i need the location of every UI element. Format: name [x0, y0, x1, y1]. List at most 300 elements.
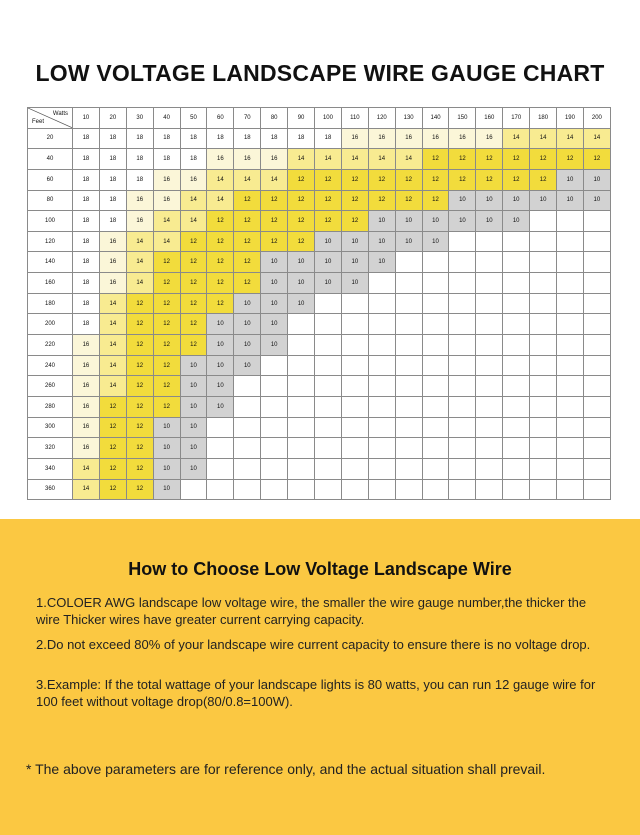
gauge-cell — [234, 438, 261, 459]
gauge-cell — [422, 479, 449, 500]
gauge-cell — [315, 479, 342, 500]
gauge-cell — [557, 273, 584, 294]
gauge-cell — [288, 314, 315, 335]
gauge-cell — [368, 458, 395, 479]
gauge-cell: 14 — [73, 458, 100, 479]
gauge-cell — [557, 293, 584, 314]
feet-header-cell: 220 — [28, 335, 73, 356]
gauge-cell — [207, 458, 234, 479]
gauge-cell — [557, 438, 584, 459]
gauge-cell — [503, 293, 530, 314]
feet-header-cell: 340 — [28, 458, 73, 479]
gauge-cell: 12 — [126, 293, 153, 314]
gauge-cell — [583, 314, 610, 335]
gauge-cell: 14 — [530, 128, 557, 149]
gauge-cell: 14 — [315, 149, 342, 170]
gauge-cell — [503, 335, 530, 356]
gauge-cell — [261, 458, 288, 479]
gauge-cell: 12 — [449, 149, 476, 170]
gauge-cell — [288, 438, 315, 459]
gauge-cell — [422, 438, 449, 459]
gauge-cell — [583, 273, 610, 294]
gauge-cell: 10 — [234, 335, 261, 356]
gauge-cell: 10 — [180, 355, 207, 376]
gauge-cell: 12 — [530, 149, 557, 170]
gauge-cell — [583, 376, 610, 397]
feet-header-cell: 360 — [28, 479, 73, 500]
gauge-cell: 12 — [315, 190, 342, 211]
gauge-cell — [315, 335, 342, 356]
gauge-cell: 12 — [261, 190, 288, 211]
gauge-cell — [449, 252, 476, 273]
gauge-cell: 14 — [341, 149, 368, 170]
gauge-cell — [422, 376, 449, 397]
gauge-cell — [557, 314, 584, 335]
gauge-cell: 12 — [99, 417, 126, 438]
gauge-cell: 16 — [99, 273, 126, 294]
gauge-cell: 16 — [73, 396, 100, 417]
gauge-cell: 12 — [153, 335, 180, 356]
gauge-cell: 18 — [315, 128, 342, 149]
gauge-cell: 10 — [261, 293, 288, 314]
gauge-cell — [476, 314, 503, 335]
gauge-cell: 16 — [207, 149, 234, 170]
gauge-cell: 14 — [288, 149, 315, 170]
gauge-cell: 10 — [341, 273, 368, 294]
gauge-cell — [449, 355, 476, 376]
gauge-cell — [557, 252, 584, 273]
gauge-cell: 16 — [449, 128, 476, 149]
table-row — [28, 252, 611, 273]
table-row — [28, 190, 611, 211]
gauge-cell: 10 — [234, 314, 261, 335]
table-row — [28, 417, 611, 438]
gauge-cell: 14 — [207, 169, 234, 190]
gauge-cell: 12 — [368, 190, 395, 211]
gauge-cell: 12 — [341, 190, 368, 211]
gauge-cell: 18 — [180, 149, 207, 170]
gauge-cell: 10 — [503, 190, 530, 211]
table-row — [28, 376, 611, 397]
gauge-cell — [530, 376, 557, 397]
gauge-cell — [234, 396, 261, 417]
gauge-cell — [557, 211, 584, 232]
gauge-cell — [341, 355, 368, 376]
watts-header-cell: 200 — [583, 108, 610, 129]
gauge-cell: 10 — [583, 190, 610, 211]
gauge-cell — [288, 417, 315, 438]
gauge-cell — [341, 335, 368, 356]
gauge-cell — [341, 479, 368, 500]
gauge-cell: 16 — [234, 149, 261, 170]
gauge-cell: 10 — [180, 376, 207, 397]
gauge-cell: 14 — [153, 211, 180, 232]
gauge-cell — [503, 314, 530, 335]
chart-title: LOW VOLTAGE LANDSCAPE WIRE GAUGE CHART — [35, 60, 605, 86]
gauge-cell: 16 — [73, 376, 100, 397]
gauge-cell: 12 — [126, 335, 153, 356]
gauge-cell: 10 — [153, 417, 180, 438]
gauge-cell: 12 — [368, 169, 395, 190]
gauge-cell: 14 — [99, 293, 126, 314]
gauge-cell: 12 — [395, 169, 422, 190]
gauge-cell: 10 — [449, 211, 476, 232]
table-row — [28, 396, 611, 417]
gauge-cell — [476, 438, 503, 459]
gauge-cell — [449, 396, 476, 417]
gauge-cell — [261, 417, 288, 438]
gauge-cell: 14 — [99, 376, 126, 397]
table-row — [28, 335, 611, 356]
gauge-cell: 18 — [207, 128, 234, 149]
gauge-cell — [422, 396, 449, 417]
gauge-cell: 12 — [99, 479, 126, 500]
gauge-cell: 14 — [261, 169, 288, 190]
gauge-cell — [395, 314, 422, 335]
watts-header-cell: 170 — [503, 108, 530, 129]
gauge-cell: 14 — [234, 169, 261, 190]
feet-header-cell: 140 — [28, 252, 73, 273]
gauge-cell: 10 — [395, 211, 422, 232]
feet-header-cell: 120 — [28, 231, 73, 252]
gauge-cell: 18 — [99, 190, 126, 211]
gauge-cell: 10 — [207, 335, 234, 356]
gauge-cell: 14 — [99, 335, 126, 356]
gauge-cell: 12 — [180, 314, 207, 335]
gauge-cell — [530, 355, 557, 376]
gauge-cell: 12 — [315, 211, 342, 232]
gauge-cell — [503, 458, 530, 479]
gauge-cell — [395, 335, 422, 356]
gauge-cell: 18 — [261, 128, 288, 149]
gauge-cell — [449, 273, 476, 294]
gauge-cell: 12 — [315, 169, 342, 190]
table-body — [28, 128, 611, 500]
gauge-cell: 12 — [234, 252, 261, 273]
feet-header-cell: 60 — [28, 169, 73, 190]
feet-header-cell: 80 — [28, 190, 73, 211]
table-row — [28, 273, 611, 294]
gauge-cell — [530, 314, 557, 335]
watts-header-cell: 100 — [315, 108, 342, 129]
watts-header-cell: 40 — [153, 108, 180, 129]
gauge-cell: 18 — [180, 128, 207, 149]
panel-title: How to Choose Low Voltage Landscape Wire — [128, 559, 512, 579]
gauge-cell — [368, 273, 395, 294]
gauge-cell — [557, 479, 584, 500]
gauge-cell — [207, 438, 234, 459]
gauge-cell: 10 — [180, 458, 207, 479]
wire-gauge-table — [27, 107, 611, 500]
gauge-cell: 12 — [288, 211, 315, 232]
gauge-cell: 10 — [368, 211, 395, 232]
gauge-cell — [288, 396, 315, 417]
gauge-cell: 10 — [153, 479, 180, 500]
gauge-cell — [557, 231, 584, 252]
gauge-cell — [341, 293, 368, 314]
gauge-cell: 18 — [99, 169, 126, 190]
feet-axis-label: Feet — [32, 118, 45, 125]
table-row — [28, 128, 611, 149]
gauge-cell — [583, 438, 610, 459]
gauge-cell — [395, 396, 422, 417]
gauge-cell — [530, 438, 557, 459]
gauge-cell — [234, 458, 261, 479]
gauge-cell: 12 — [476, 169, 503, 190]
gauge-cell: 12 — [422, 190, 449, 211]
gauge-cell: 16 — [368, 128, 395, 149]
gauge-cell: 10 — [422, 211, 449, 232]
gauge-cell: 14 — [395, 149, 422, 170]
gauge-cell: 10 — [368, 252, 395, 273]
gauge-cell — [476, 252, 503, 273]
gauge-cell: 10 — [261, 273, 288, 294]
gauge-cell — [583, 252, 610, 273]
watts-header-cell: 130 — [395, 108, 422, 129]
gauge-cell: 18 — [153, 128, 180, 149]
gauge-cell: 10 — [315, 252, 342, 273]
gauge-cell: 18 — [73, 293, 100, 314]
gauge-cell — [583, 396, 610, 417]
gauge-cell — [503, 273, 530, 294]
gauge-cell: 12 — [449, 169, 476, 190]
watts-header-cell: 20 — [99, 108, 126, 129]
gauge-cell: 10 — [557, 190, 584, 211]
gauge-cell: 12 — [180, 293, 207, 314]
feet-header-cell: 20 — [28, 128, 73, 149]
gauge-cell: 10 — [207, 314, 234, 335]
gauge-cell: 12 — [288, 169, 315, 190]
gauge-cell — [449, 376, 476, 397]
gauge-cell — [503, 231, 530, 252]
watts-header-cell: 90 — [288, 108, 315, 129]
gauge-cell — [557, 376, 584, 397]
gauge-cell: 14 — [99, 355, 126, 376]
gauge-cell — [583, 293, 610, 314]
gauge-cell — [395, 376, 422, 397]
gauge-cell — [530, 211, 557, 232]
gauge-cell: 16 — [180, 169, 207, 190]
gauge-cell: 10 — [341, 252, 368, 273]
watts-header-cell: 10 — [73, 108, 100, 129]
feet-header-cell: 300 — [28, 417, 73, 438]
gauge-cell — [368, 438, 395, 459]
gauge-cell: 14 — [73, 479, 100, 500]
gauge-cell: 12 — [153, 314, 180, 335]
gauge-cell: 18 — [126, 149, 153, 170]
note-2: 2.Do not exceed 80% of your landscape wire current capacity to ensure there is no voltage drop. — [36, 637, 591, 652]
gauge-cell — [503, 355, 530, 376]
table-row — [28, 479, 611, 500]
watts-header-cell: 150 — [449, 108, 476, 129]
gauge-cell: 10 — [180, 417, 207, 438]
gauge-cell: 10 — [557, 169, 584, 190]
gauge-cell: 12 — [126, 355, 153, 376]
gauge-cell — [530, 231, 557, 252]
gauge-cell: 14 — [583, 128, 610, 149]
gauge-cell — [315, 355, 342, 376]
gauge-cell — [583, 458, 610, 479]
gauge-cell — [395, 293, 422, 314]
feet-header-cell: 160 — [28, 273, 73, 294]
gauge-cell — [234, 479, 261, 500]
gauge-cell: 12 — [180, 273, 207, 294]
gauge-cell — [583, 355, 610, 376]
gauge-cell: 10 — [207, 355, 234, 376]
gauge-cell — [288, 355, 315, 376]
gauge-cell: 10 — [341, 231, 368, 252]
table-row — [28, 355, 611, 376]
gauge-cell — [530, 396, 557, 417]
gauge-cell: 12 — [126, 479, 153, 500]
gauge-cell: 18 — [73, 149, 100, 170]
watts-header-cell: 110 — [341, 108, 368, 129]
gauge-cell: 12 — [126, 438, 153, 459]
gauge-cell — [341, 376, 368, 397]
gauge-cell: 14 — [180, 190, 207, 211]
gauge-cell: 12 — [180, 335, 207, 356]
gauge-cell: 12 — [341, 169, 368, 190]
gauge-cell: 10 — [261, 252, 288, 273]
table-row — [28, 458, 611, 479]
gauge-cell — [530, 417, 557, 438]
gauge-cell — [476, 293, 503, 314]
gauge-cell: 10 — [261, 314, 288, 335]
gauge-cell — [503, 396, 530, 417]
info-panel — [0, 519, 640, 835]
header-row — [28, 108, 611, 129]
gauge-cell: 12 — [207, 231, 234, 252]
gauge-cell: 16 — [395, 128, 422, 149]
gauge-cell: 10 — [476, 190, 503, 211]
gauge-cell: 12 — [341, 211, 368, 232]
gauge-cell — [395, 458, 422, 479]
gauge-cell: 12 — [99, 396, 126, 417]
gauge-cell — [557, 396, 584, 417]
gauge-cell — [557, 458, 584, 479]
gauge-cell: 12 — [207, 211, 234, 232]
gauge-cell — [368, 479, 395, 500]
gauge-cell — [341, 314, 368, 335]
gauge-cell: 18 — [99, 149, 126, 170]
gauge-cell — [315, 293, 342, 314]
watts-header-cell: 60 — [207, 108, 234, 129]
gauge-cell — [530, 252, 557, 273]
gauge-cell — [395, 273, 422, 294]
gauge-cell — [449, 417, 476, 438]
gauge-cell — [261, 479, 288, 500]
gauge-cell — [557, 335, 584, 356]
gauge-cell — [261, 396, 288, 417]
gauge-cell — [368, 293, 395, 314]
gauge-cell: 12 — [234, 273, 261, 294]
gauge-cell: 10 — [583, 169, 610, 190]
gauge-cell: 10 — [288, 252, 315, 273]
gauge-cell: 14 — [126, 273, 153, 294]
gauge-cell: 14 — [180, 211, 207, 232]
gauge-cell — [395, 479, 422, 500]
gauge-cell — [368, 335, 395, 356]
gauge-cell — [476, 376, 503, 397]
gauge-cell: 12 — [99, 438, 126, 459]
gauge-cell — [530, 273, 557, 294]
gauge-cell — [207, 479, 234, 500]
gauge-cell — [583, 231, 610, 252]
gauge-cell: 16 — [261, 149, 288, 170]
gauge-cell: 12 — [180, 231, 207, 252]
gauge-cell — [261, 355, 288, 376]
table-row — [28, 231, 611, 252]
table-row — [28, 293, 611, 314]
gauge-cell — [288, 376, 315, 397]
gauge-cell: 12 — [153, 396, 180, 417]
gauge-cell — [449, 458, 476, 479]
gauge-cell — [557, 355, 584, 376]
gauge-cell: 12 — [422, 149, 449, 170]
note-3: 3.Example: If the total wattage of your landscape lights is 80 watts, you can run 12 gauge wire for 100 feet without voltage drop(80/0.8=100W). — [36, 677, 596, 709]
gauge-cell: 14 — [153, 231, 180, 252]
gauge-cell — [422, 293, 449, 314]
gauge-cell: 12 — [126, 396, 153, 417]
gauge-cell — [234, 417, 261, 438]
gauge-cell: 10 — [180, 438, 207, 459]
gauge-cell: 10 — [315, 273, 342, 294]
gauge-cell — [449, 479, 476, 500]
gauge-cell: 12 — [234, 231, 261, 252]
gauge-cell: 12 — [503, 169, 530, 190]
gauge-cell: 10 — [261, 335, 288, 356]
gauge-cell — [476, 355, 503, 376]
gauge-cell — [341, 396, 368, 417]
gauge-cell — [530, 335, 557, 356]
gauge-cell: 12 — [153, 252, 180, 273]
gauge-cell: 12 — [126, 458, 153, 479]
gauge-cell: 12 — [126, 314, 153, 335]
gauge-cell: 16 — [73, 335, 100, 356]
gauge-cell: 12 — [180, 252, 207, 273]
table-row — [28, 438, 611, 459]
footnote: * The above parameters are for reference only, and the actual situation shall prevail. — [26, 761, 546, 777]
gauge-cell: 14 — [557, 128, 584, 149]
watts-header-cell: 190 — [557, 108, 584, 129]
gauge-cell: 10 — [368, 231, 395, 252]
gauge-cell: 12 — [234, 190, 261, 211]
gauge-cell: 10 — [395, 231, 422, 252]
gauge-cell — [368, 396, 395, 417]
gauge-cell: 10 — [288, 273, 315, 294]
table-row — [28, 169, 611, 190]
gauge-cell — [449, 314, 476, 335]
gauge-cell — [368, 314, 395, 335]
note-1: 1.COLOER AWG landscape low voltage wire, the smaller the wire gauge number,the thicker the wire Thicker wires have greater current carrying capacity. — [36, 595, 587, 627]
watts-header-cell: 80 — [261, 108, 288, 129]
table-row — [28, 149, 611, 170]
gauge-cell: 10 — [153, 458, 180, 479]
watts-header-cell: 50 — [180, 108, 207, 129]
gauge-cell — [449, 335, 476, 356]
gauge-cell: 16 — [126, 211, 153, 232]
gauge-cell — [288, 479, 315, 500]
gauge-cell: 18 — [288, 128, 315, 149]
gauge-cell — [341, 458, 368, 479]
gauge-cell — [315, 396, 342, 417]
gauge-cell — [422, 273, 449, 294]
gauge-cell: 12 — [207, 252, 234, 273]
watts-header-cell: 180 — [530, 108, 557, 129]
gauge-cell: 16 — [126, 190, 153, 211]
gauge-cell: 10 — [476, 211, 503, 232]
gauge-cell: 10 — [153, 438, 180, 459]
